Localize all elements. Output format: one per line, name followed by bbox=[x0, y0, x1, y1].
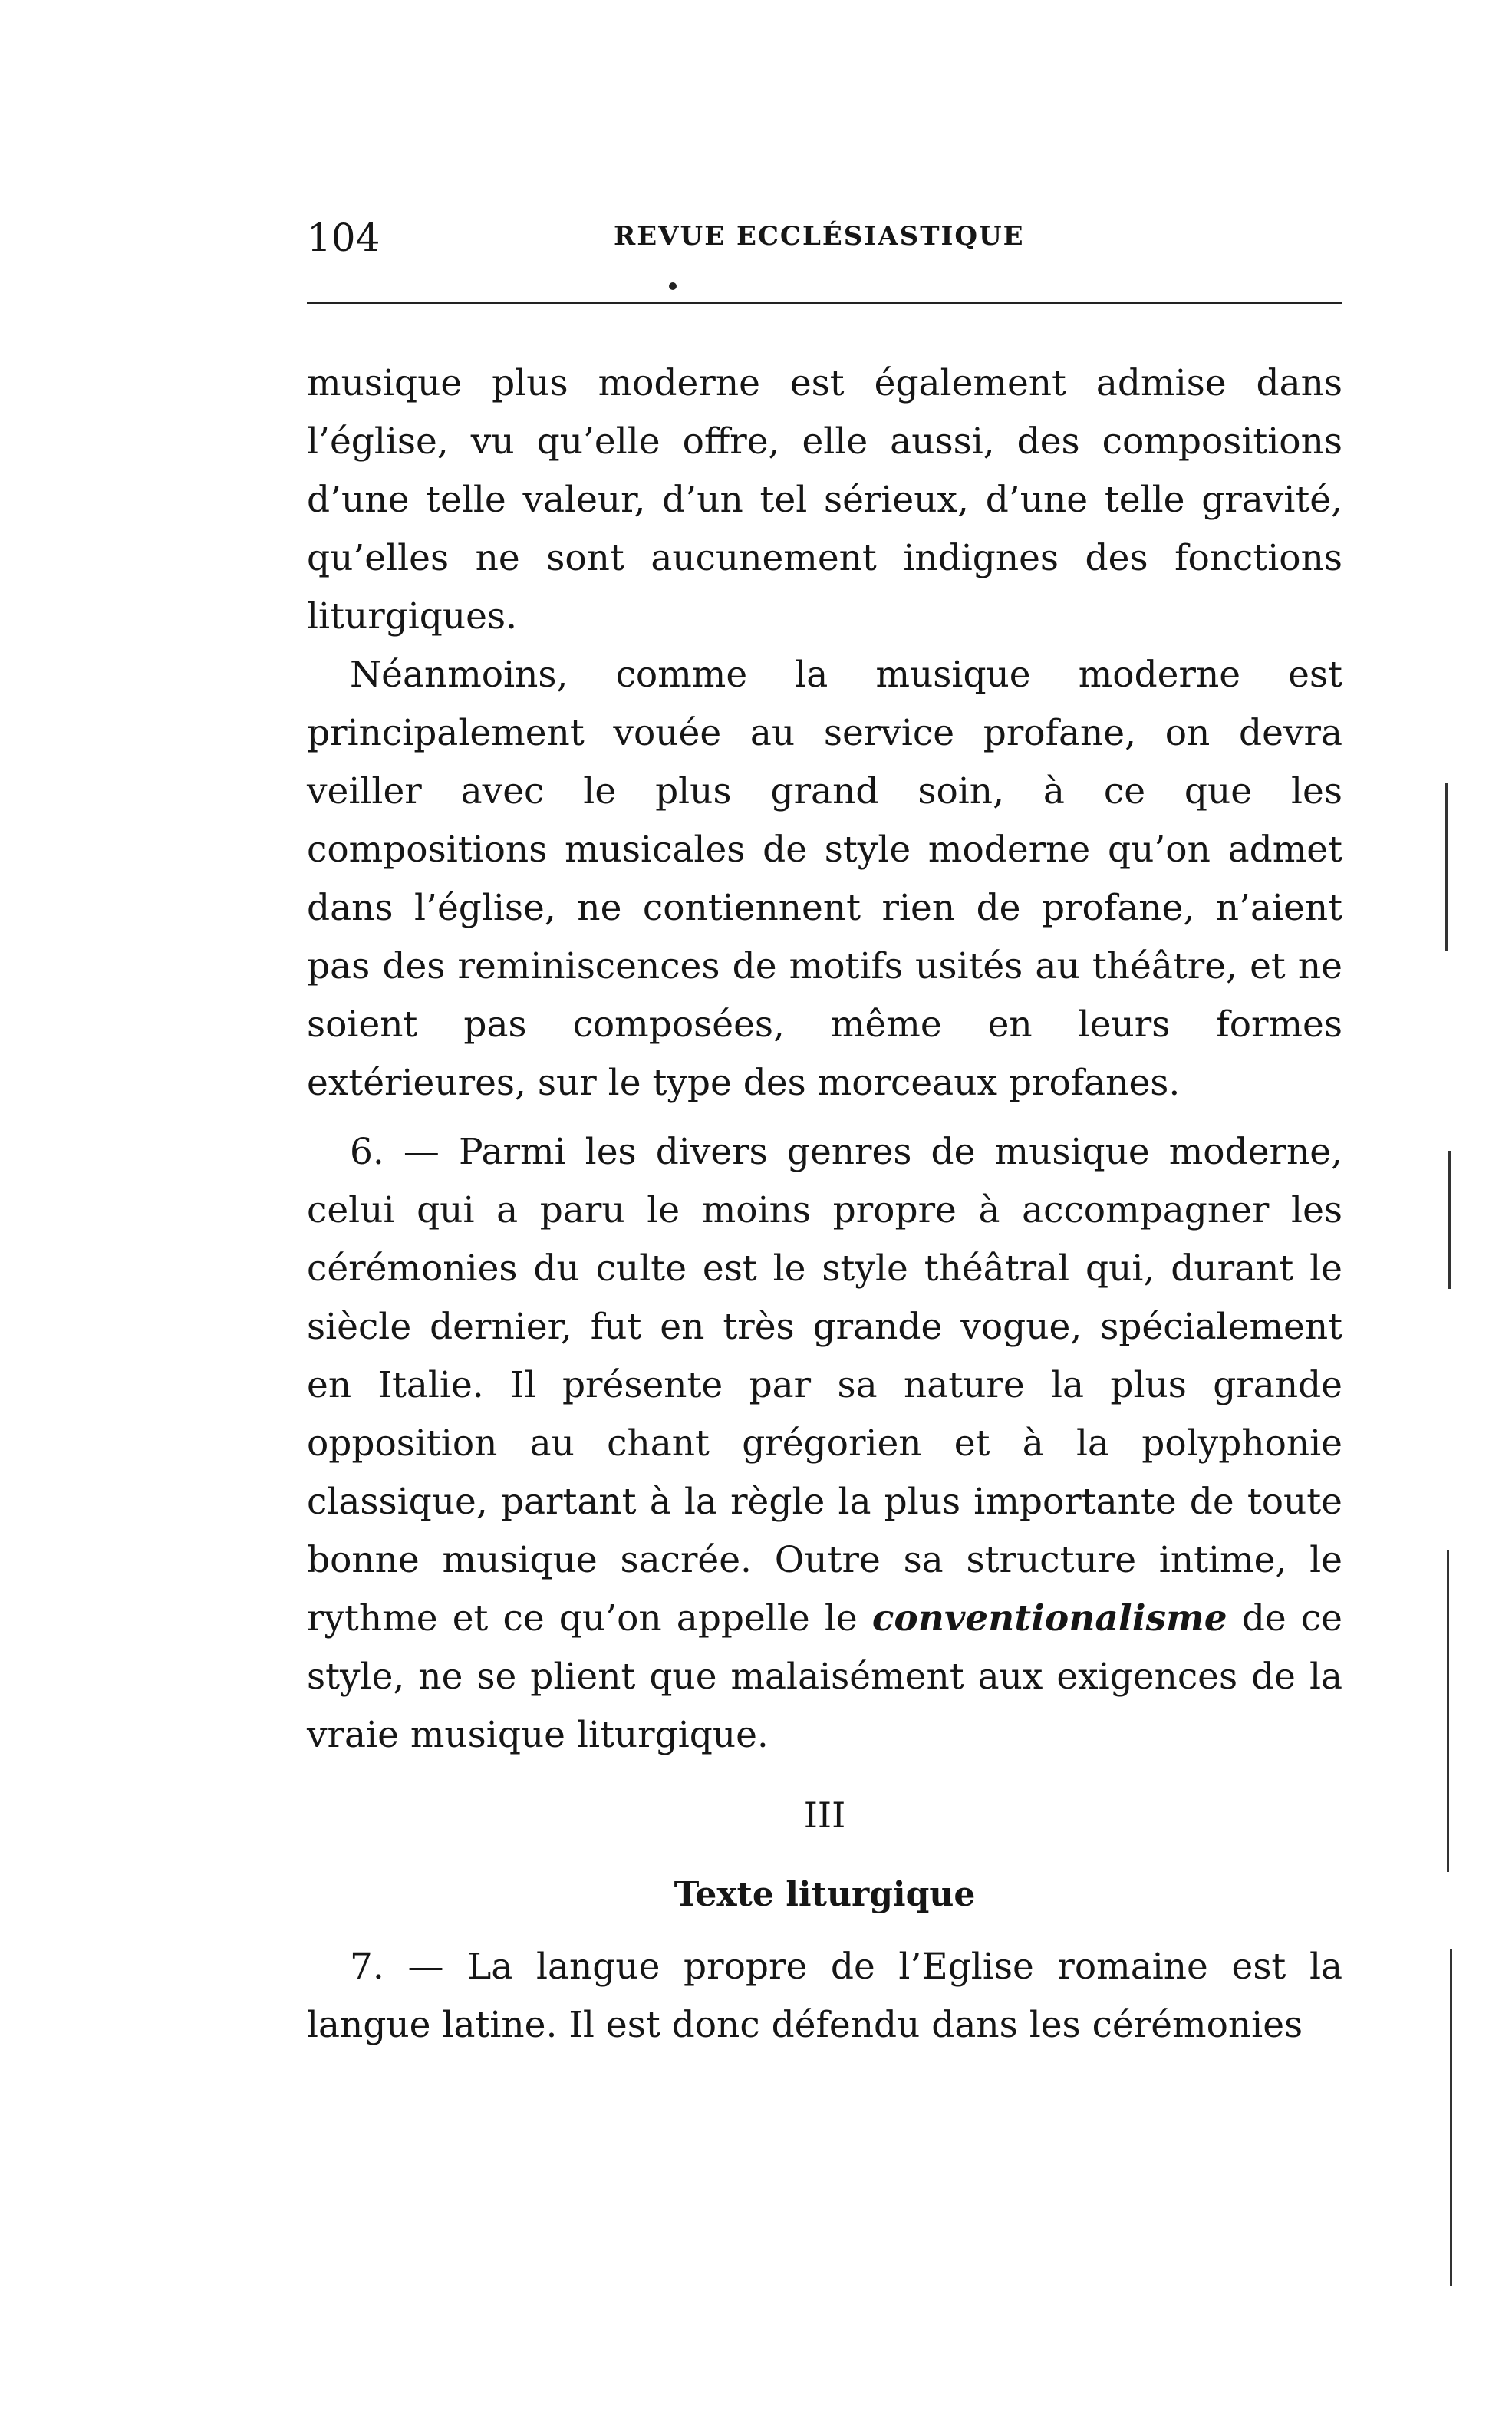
running-title: REVUE ECCLÉSIASTIQUE bbox=[614, 221, 1025, 252]
paragraph-6-text-before: 6. — Parmi les divers genres de musique moderne, celui qui a paru le moins propre à accompagner les cérémonies du culte est le style théâtral qui, durant le siècle dernier, fut en très grande vogue, spécialement en Italie. Il présente par sa nature la plus grande opposition au chant grégorien et à la polyphonie classique, partant à la règle la plus importante de toute bonne musique sacrée. Outre sa structure intime, le rythme et ce qu’on appelle le bbox=[307, 1131, 1342, 1639]
header-rule bbox=[307, 302, 1342, 304]
section-title: Texte liturgique bbox=[674, 1875, 976, 1914]
paragraph-6-italic-term: conventionalisme bbox=[871, 1597, 1227, 1639]
paragraph-6-text-after: de ce style, ne se plient que malaisément aux exigences de la vraie musique liturgique. bbox=[307, 1597, 1342, 1756]
margin-scan-mark bbox=[1447, 1550, 1449, 1872]
margin-scan-mark bbox=[1448, 1151, 1451, 1289]
margin-scan-mark bbox=[1445, 783, 1448, 951]
page-header bbox=[307, 215, 1342, 261]
paragraph-6 bbox=[307, 1123, 1342, 1765]
paragraph-gap bbox=[307, 1112, 1342, 1123]
paragraph-7: 7. — La langue propre de l’Eglise romaine est la langue latine. Il est donc défendu dans les cérémonies bbox=[307, 1946, 1342, 2046]
margin-scan-mark bbox=[1450, 1949, 1452, 2286]
body-text bbox=[307, 354, 1342, 2055]
section-numeral: III bbox=[803, 1794, 846, 1836]
header-ornament-dot bbox=[669, 282, 677, 290]
paragraph-continuation: musique plus moderne est également admise dans l’église, vu qu’elle offre, elle aussi, des compositions d’une telle valeur, d’un tel sérieux, d’une telle gravité, qu’elles ne sont aucunement indignes des fonctions liturgiques. bbox=[307, 362, 1342, 638]
page-number: 104 bbox=[307, 216, 380, 260]
paragraph-neanmoins: Néanmoins, comme la musique moderne est principalement vouée au service profane, on devra veiller avec le plus grand soin, à ce que les compositions musicales de style moderne qu’on admet dans l’église, ne contiennent rien de profane, n’aient pas des reminiscences de motifs usités au théâtre, et ne soient pas composées, même en leurs formes extérieures, sur le type des morceaux profanes. bbox=[307, 654, 1342, 1104]
